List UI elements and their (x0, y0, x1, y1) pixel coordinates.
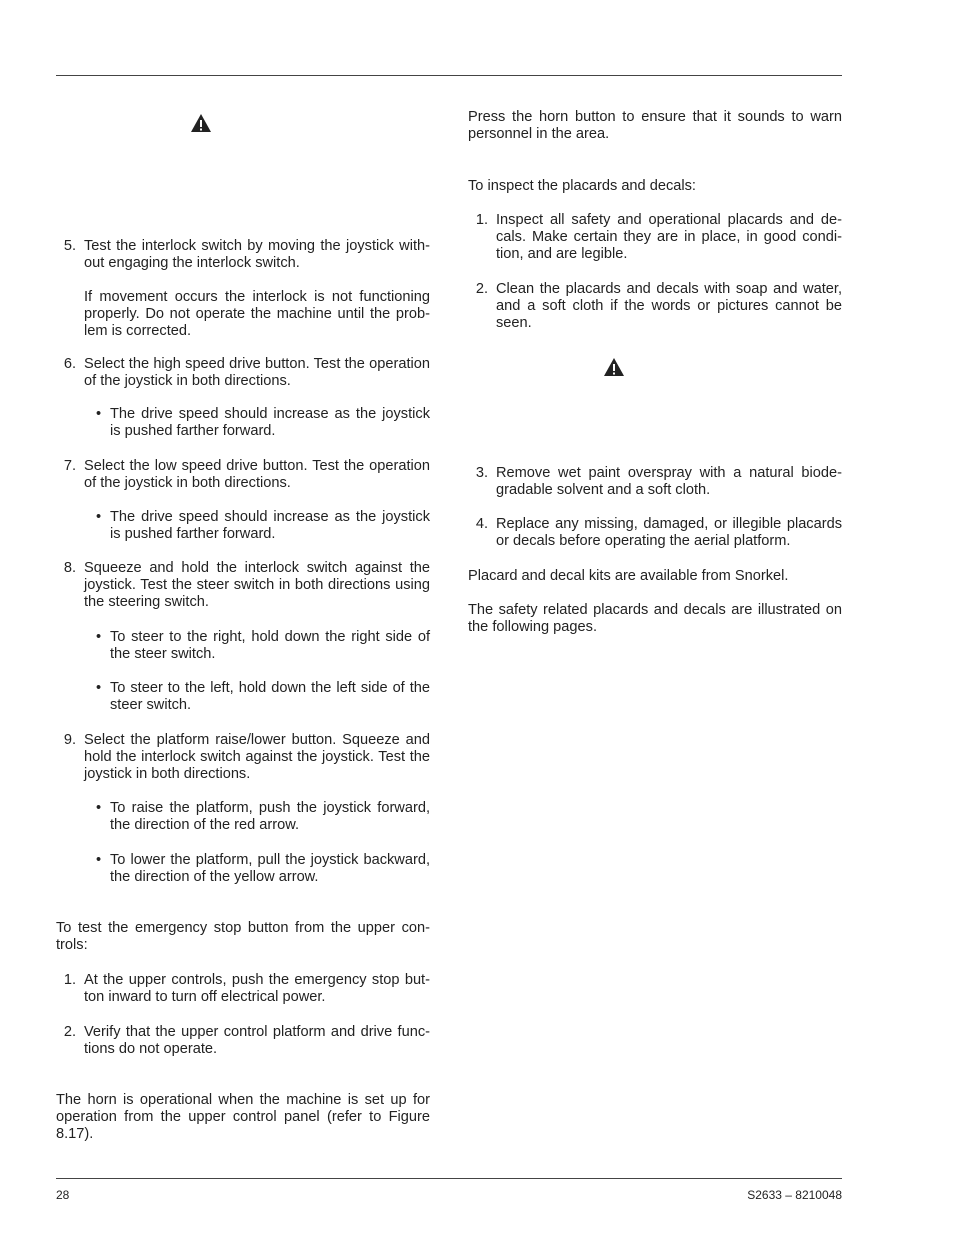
bullet-text: The drive speed should increase as the joystick is pushed farther forward. (110, 509, 430, 542)
step-text: Squeeze and hold the interlock switch against the joystick. Test the steer switch in both directions using the steering switch. (84, 560, 430, 610)
step-text: Clean the placards and decals with soap and water, and a soft cloth if the words or pictures cannot be seen. (496, 281, 842, 331)
header-rule (56, 75, 842, 76)
illustrated-paragraph: The safety related placards and decals are illustrated on the following pages. (468, 602, 842, 635)
horn-press-paragraph: Press the horn button to ensure that it sounds to warn personnel in the area. (468, 109, 842, 142)
bullet-marker: • (96, 852, 102, 868)
step-number: 2. (63, 1024, 76, 1040)
step-text: At the upper controls, push the emergency stop button inward to turn off electrical power. (84, 972, 430, 1005)
step-text: Select the low speed drive button. Test the operation of the joystick in both directions. (84, 458, 430, 491)
step-text: Test the interlock switch by moving the joystick without engaging the interlock switch. (84, 238, 430, 271)
placard-intro: To inspect the placards and decals: (468, 178, 696, 194)
step-number: 1. (63, 972, 76, 988)
document-code: S2633 – 8210048 (747, 1188, 842, 1202)
bullet-text: To lower the platform, pull the joystick backward, the direction of the yellow arrow. (110, 852, 430, 885)
step-text: Remove wet paint overspray with a natural biodegradable solvent and a soft cloth. (496, 465, 842, 498)
bullet-text: To steer to the left, hold down the left side of the steer switch. (110, 680, 430, 713)
step-number: 9. (63, 732, 76, 748)
step-number: 7. (63, 458, 76, 474)
step-number: 1. (475, 212, 488, 228)
step-number: 8. (63, 560, 76, 576)
bullet-text: To steer to the right, hold down the right side of the steer switch. (110, 629, 430, 662)
bullet-marker: • (96, 629, 102, 645)
bullet-text: To raise the platform, push the joystick forward, the direction of the red arrow. (110, 800, 430, 833)
step-text: Select the high speed drive button. Test the operation of the joystick in both directions. (84, 356, 430, 389)
horn-paragraph: The horn is operational when the machine is set up for operation from the upper control panel (refer to Figure 8.17). (56, 1092, 430, 1142)
bullet-marker: • (96, 509, 102, 525)
footer-rule (56, 1178, 842, 1179)
step-number: 2. (475, 281, 488, 297)
bullet-text: The drive speed should increase as the joystick is pushed farther forward. (110, 406, 430, 439)
step-number: 5. (63, 238, 76, 254)
step-text: Inspect all safety and operational placards and decals. Make certain they are in place, in good condition, and are legible. (496, 212, 842, 262)
step-number: 3. (475, 465, 488, 481)
step-text: Select the platform raise/lower button. Squeeze and hold the interlock switch against the joystick. Test the joystick in both directions. (84, 732, 430, 782)
estop-intro: To test the emergency stop button from the upper controls: (56, 920, 430, 953)
step-note: If movement occurs the interlock is not functioning properly. Do not operate the machine until the problem is corrected. (84, 289, 430, 339)
bullet-marker: • (96, 800, 102, 816)
step-number: 6. (63, 356, 76, 372)
page-number: 28 (56, 1188, 70, 1202)
kits-paragraph: Placard and decal kits are available from Snorkel. (468, 568, 789, 584)
bullet-marker: • (96, 680, 102, 696)
step-text: Replace any missing, damaged, or illegible placards or decals before operating the aerial platform. (496, 516, 842, 549)
step-text: Verify that the upper control platform and drive functions do not operate. (84, 1024, 430, 1057)
step-number: 4. (475, 516, 488, 532)
bullet-marker: • (96, 406, 102, 422)
